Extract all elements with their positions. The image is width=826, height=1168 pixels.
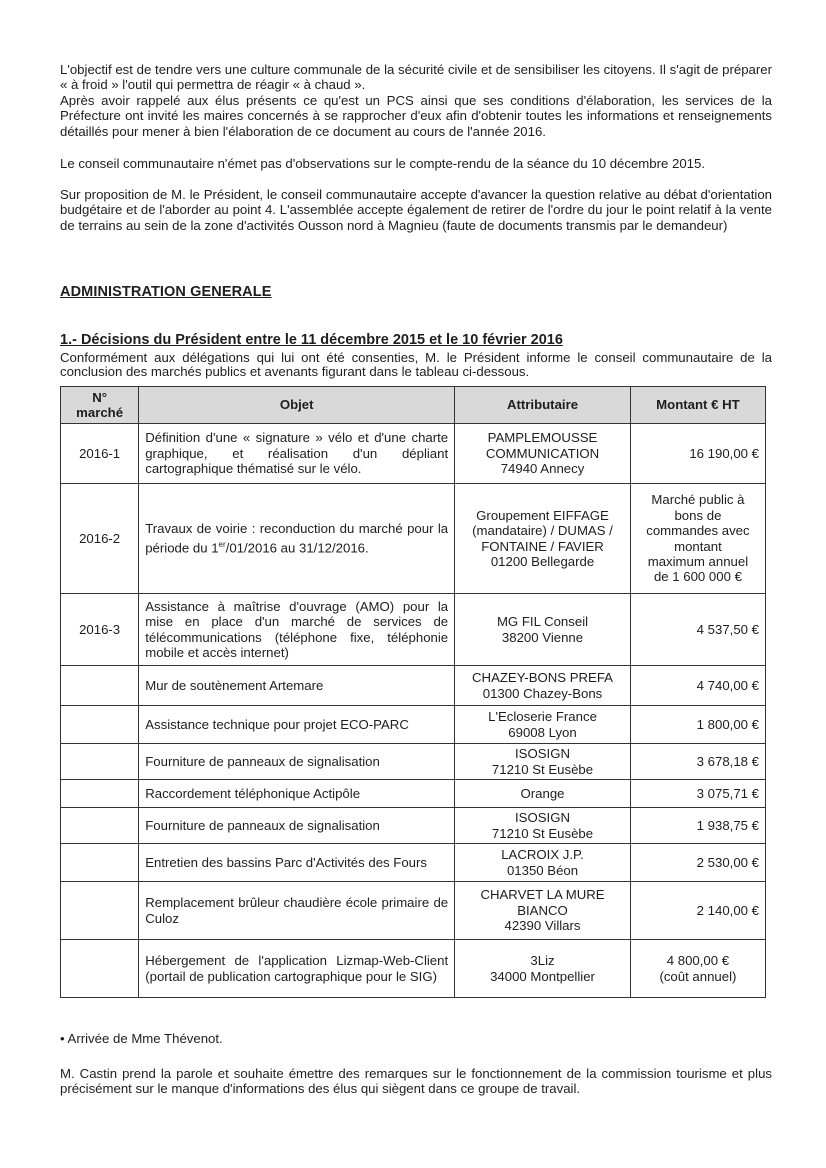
cell-num (61, 808, 139, 844)
cell-num (61, 940, 139, 998)
cell-montant: 4 537,50 € (630, 594, 765, 666)
attributaire-line: CHAZEY-BONS PREFA (472, 670, 613, 686)
cell-attributaire: Orange (455, 780, 631, 808)
attributaire-line: PAMPLEMOUSSE (487, 430, 598, 446)
attributaire-line: FONTAINE / FAVIER (481, 538, 604, 554)
cell-num: 2016-3 (61, 594, 139, 666)
cell-objet (139, 484, 455, 594)
attributaire-line: ISOSIGN (515, 810, 570, 826)
table-row (61, 744, 766, 780)
table-row (61, 808, 766, 844)
attributaire-line: 01350 Béon (506, 862, 579, 878)
montant-line: (coût annuel) (659, 968, 737, 984)
cell-attributaire (455, 424, 631, 484)
table-row (61, 484, 766, 594)
cell-num: 2016-1 (61, 424, 139, 484)
attributaire-line: COMMUNICATION (485, 445, 600, 461)
cell-montant: 2 140,00 € (630, 882, 765, 940)
arrival-note: • Arrivée de Mme Thévenot. (60, 1031, 223, 1046)
cell-objet: Mur de soutènement Artemare (139, 666, 455, 706)
cell-num: 2016-2 (61, 484, 139, 594)
cell-attributaire (455, 666, 631, 706)
cell-montant: 3 075,71 € (630, 780, 765, 808)
cell-num (61, 744, 139, 780)
attributaire-line: ISOSIGN (515, 746, 570, 762)
cell-montant: 1 800,00 € (630, 706, 765, 744)
cell-objet: Définition d'une « signature » vélo et d'une charte graphique, et réalisation d'un dépliant cartographique thématisé sur le vélo. (139, 424, 455, 484)
cell-objet: Fourniture de panneaux de signalisation (139, 744, 455, 780)
intro-paragraph-2: Après avoir rappelé aux élus présents ce qu'est un PCS ainsi que ses conditions d'élaboration, les services de la Préfecture ont invité les maires concernés à se rapprocher d'eux afin d'obtenir toutes les informations et renseignements détaillés pour mener à bien l'élaboration de ce document au cours de l'année 2016. (60, 93, 772, 139)
cell-attributaire (455, 484, 631, 594)
montant-line: bons de (674, 507, 722, 523)
montant-line: Marché public à (651, 492, 745, 508)
table-row (61, 706, 766, 744)
cell-attributaire (455, 808, 631, 844)
cell-objet: Entretien des bassins Parc d'Activités des Fours (139, 844, 455, 882)
attributaire-line: 3Liz (530, 953, 555, 969)
objet-text-b: /01/2016 au 31/12/2016. (225, 540, 369, 556)
attributaire-line: CHARVET LA MURE (480, 887, 605, 903)
cell-montant: 3 678,18 € (630, 744, 765, 780)
cell-num (61, 780, 139, 808)
markets-table (60, 386, 766, 998)
cell-objet: Raccordement téléphonique Actipôle (139, 780, 455, 808)
table-row (61, 780, 766, 808)
attributaire-line: 01300 Chazey-Bons (482, 685, 603, 701)
cell-attributaire (455, 594, 631, 666)
cell-attributaire (455, 940, 631, 998)
cell-objet: Fourniture de panneaux de signalisation (139, 808, 455, 844)
cell-num (61, 666, 139, 706)
attributaire-line: 69008 Lyon (508, 724, 577, 740)
objet-superscript: er (218, 539, 226, 549)
cell-num (61, 844, 139, 882)
cell-montant: 4 740,00 € (630, 666, 765, 706)
cell-attributaire (455, 744, 631, 780)
attributaire-line: MG FIL Conseil (496, 614, 589, 630)
subsection-title: 1.- Décisions du Président entre le 11 décembre 2015 et le 10 février 2016 (60, 332, 563, 348)
montant-line: de 1 600 000 € (653, 569, 742, 585)
attributaire-line: Groupement EIFFAGE (476, 507, 609, 523)
montant-line: maximum annuel (647, 553, 749, 569)
attributaire-line: 34000 Montpellier (490, 968, 595, 984)
header-montant: Montant € HT (630, 387, 765, 424)
attributaire-line: 74940 Annecy (500, 461, 585, 477)
objet-text-a: Travaux de voirie : reconduction du marché pour la période du 1 (145, 521, 449, 556)
table-row (61, 594, 766, 666)
subsection-intro: Conformément aux délégations qui lui ont été consenties, M. le Président informe le conseil communautaire de la conclusion des marchés publics et avenants figurant dans le tableau ci-dessous. (60, 350, 772, 379)
montant-line: commandes avec (646, 523, 750, 539)
cell-num (61, 706, 139, 744)
cell-attributaire (455, 844, 631, 882)
cell-montant: 16 190,00 € (630, 424, 765, 484)
cell-objet: Assistance à maîtrise d'ouvrage (AMO) pour la mise en place d'un marché de services de télécommunications (téléphone fixe, téléphonie mobile et accès internet) (139, 594, 455, 666)
cell-attributaire (455, 706, 631, 744)
attributaire-line: L'Ecloserie France (488, 709, 597, 725)
table-row (61, 424, 766, 484)
table-row (61, 882, 766, 940)
cell-montant: 1 938,75 € (630, 808, 765, 844)
attributaire-line: (mandataire) / DUMAS / (472, 523, 613, 539)
intro-paragraph-3: Le conseil communautaire n'émet pas d'observations sur le compte-rendu de la séance du 10 décembre 2015. (60, 156, 706, 171)
attributaire-line: LACROIX J.P. (501, 847, 584, 863)
table-header-row (61, 387, 766, 424)
attributaire-line: 01200 Bellegarde (490, 553, 595, 569)
table-row (61, 844, 766, 882)
cell-objet: Remplacement brûleur chaudière école primaire de Culoz (139, 882, 455, 940)
attributaire-line: 38200 Vienne (501, 629, 584, 645)
attributaire-line: BIANCO (517, 902, 568, 918)
attributaire-line: 71210 St Eusèbe (491, 825, 594, 841)
montant-line: 4 800,00 € (666, 953, 730, 969)
cell-montant (630, 940, 765, 998)
intro-paragraph-1: L'objectif est de tendre vers une culture communale de la sécurité civile et de sensibiliser les citoyens. Il s'agit de préparer « à froid » l'outil qui permettra de réagir « à chaud ». (60, 62, 772, 93)
header-objet: Objet (139, 387, 455, 424)
cell-num (61, 882, 139, 940)
attributaire-line: 71210 St Eusèbe (491, 761, 594, 777)
cell-objet: Assistance technique pour projet ECO-PARC (139, 706, 455, 744)
header-num: N° marché (61, 387, 139, 424)
table-row (61, 666, 766, 706)
cell-attributaire (455, 882, 631, 940)
section-title: ADMINISTRATION GENERALE (60, 284, 272, 300)
cell-montant: 2 530,00 € (630, 844, 765, 882)
intro-paragraph-4: Sur proposition de M. le Président, le conseil communautaire accepte d'avancer la question relative au débat d'orientation budgétaire et de l'aborder au point 4. L'assemblée accepte également de retirer de l'ordre du jour le point relatif à la vente de terrains au sein de la zone d'activités Ousson nord à Magnieu (faute de documents transmis par le demandeur) (60, 187, 772, 233)
cell-objet: Hébergement de l'application Lizmap-Web-Client (portail de publication cartographique pour le SIG) (139, 940, 455, 998)
cell-montant (630, 484, 765, 594)
header-attributaire: Attributaire (455, 387, 631, 424)
attributaire-line: 42390 Villars (504, 918, 581, 934)
montant-line: montant (674, 538, 722, 554)
table-row (61, 940, 766, 998)
closing-paragraph: M. Castin prend la parole et souhaite émettre des remarques sur le fonctionnement de la commission tourisme et plus précisément sur le manque d'informations des élus qui siègent dans ce groupe de travail. (60, 1066, 772, 1097)
